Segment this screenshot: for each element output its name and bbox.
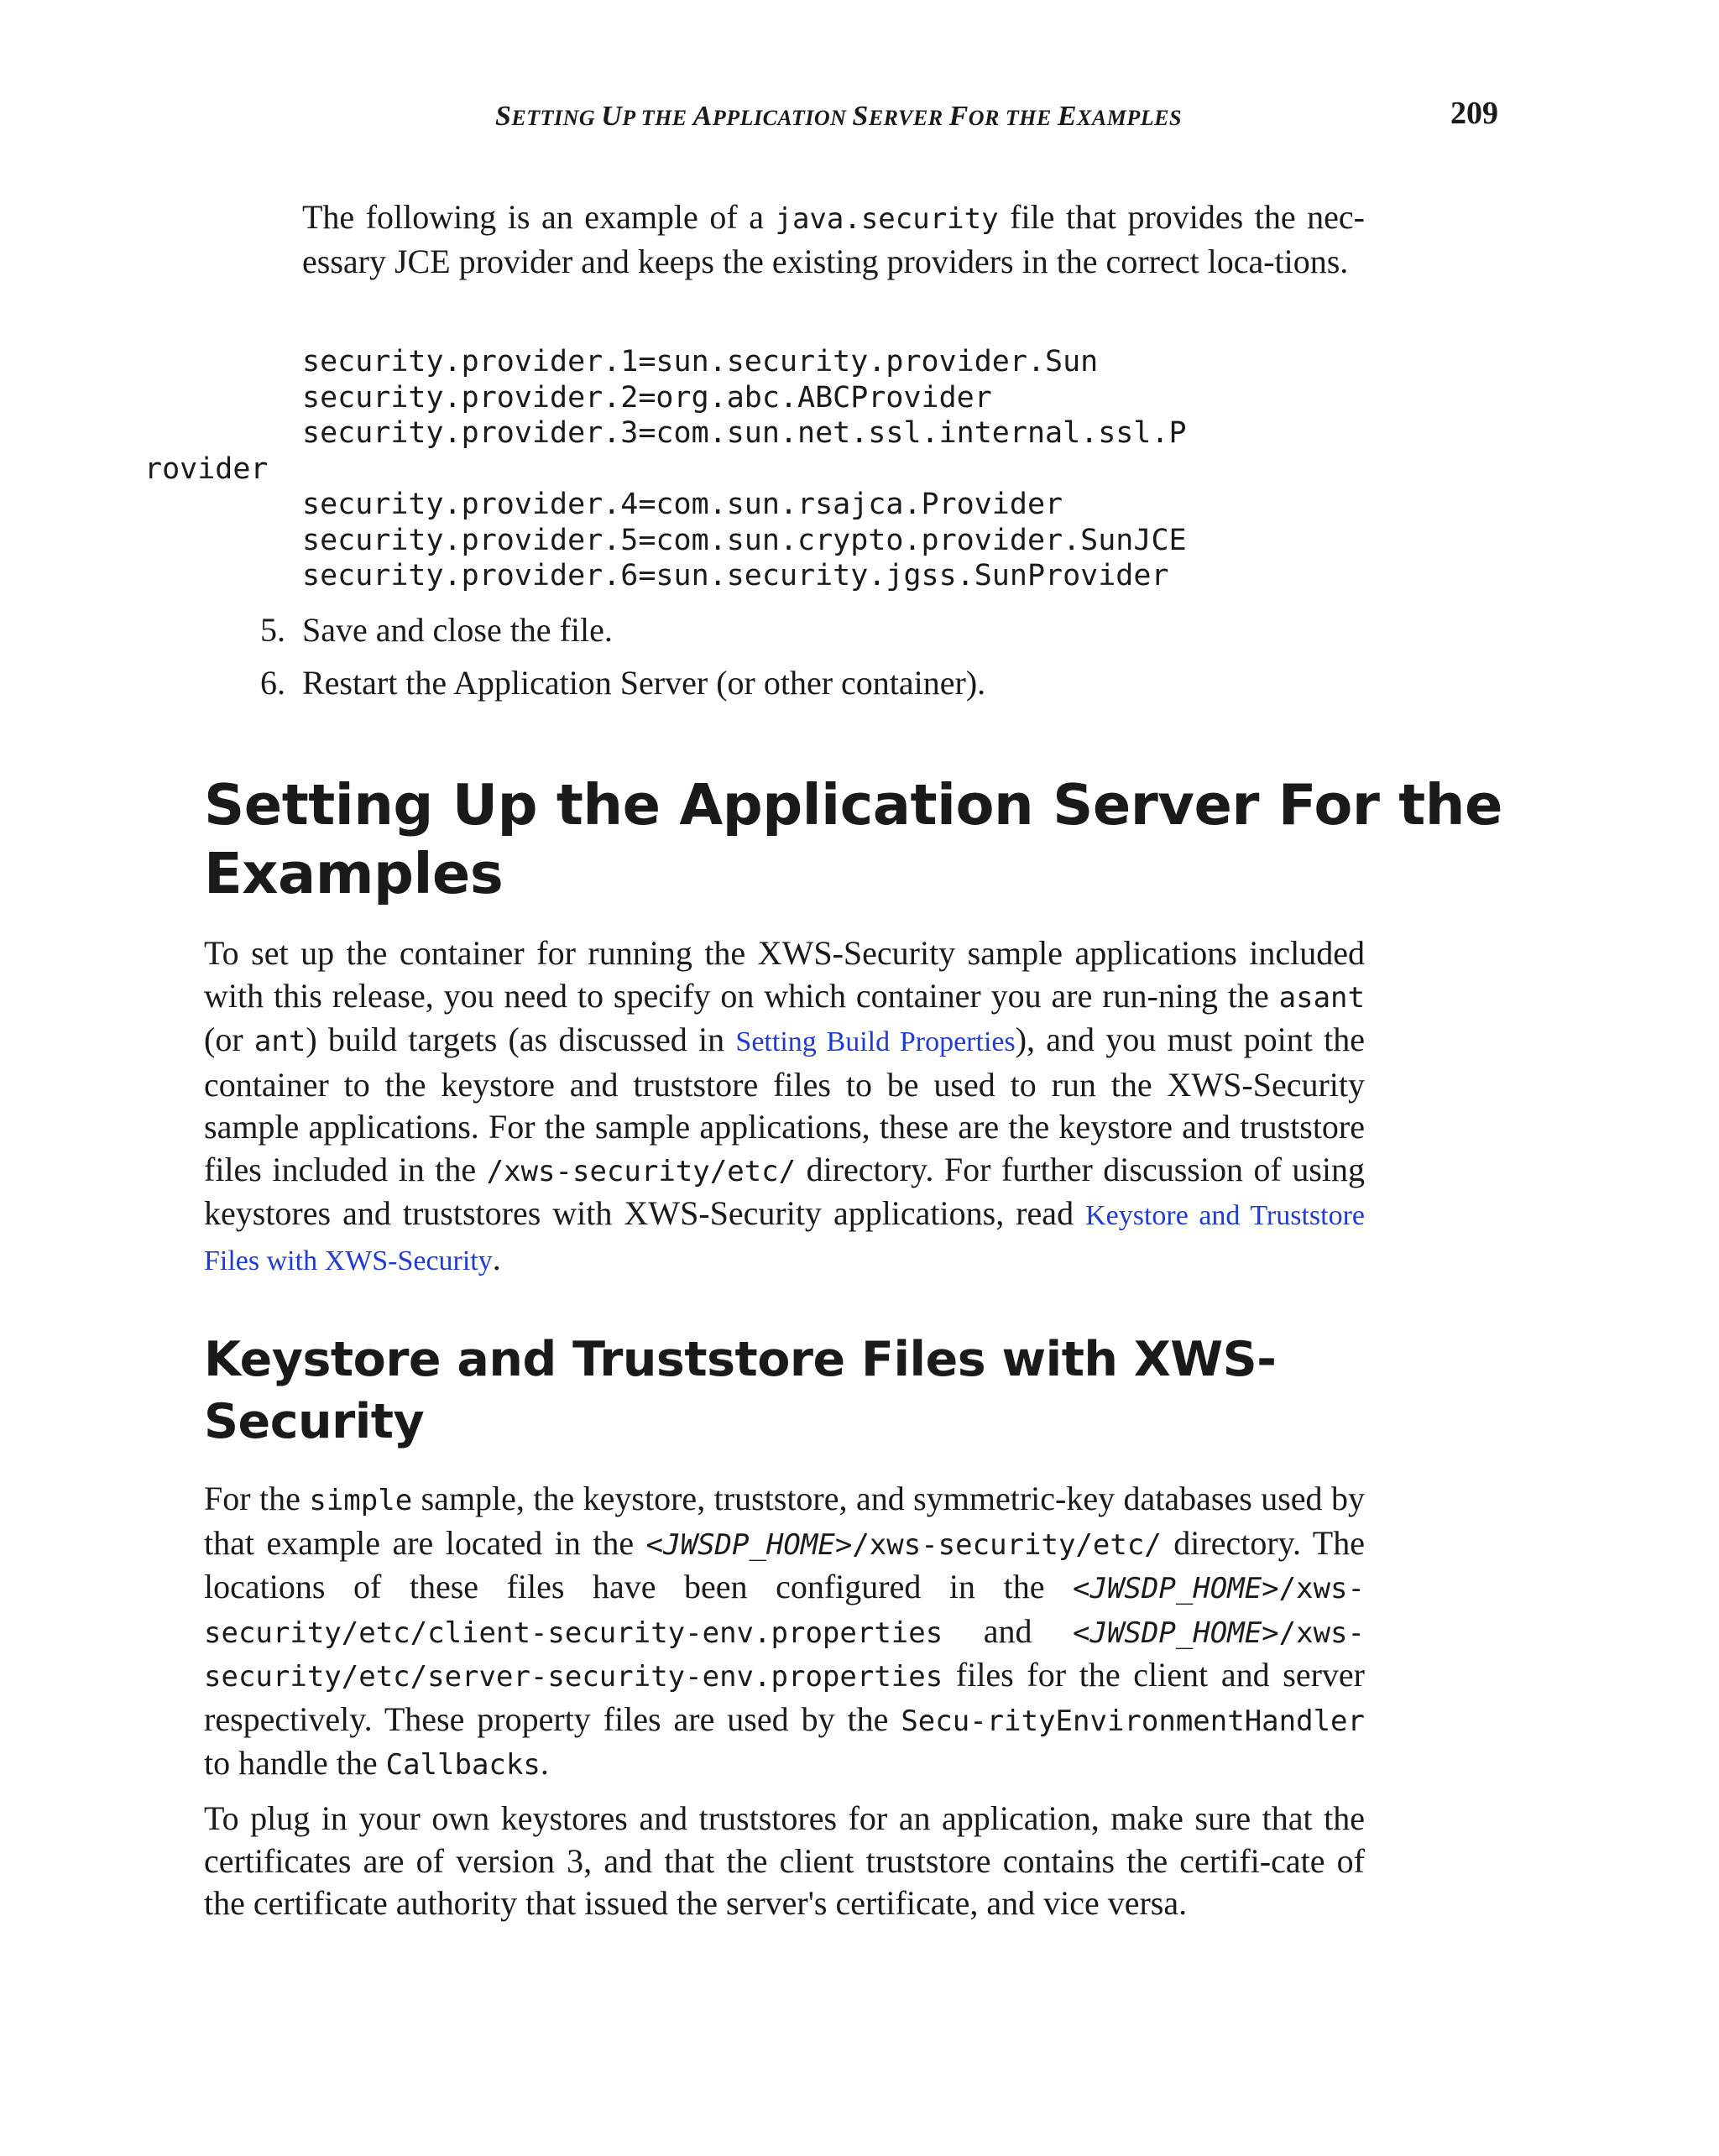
code-asant: asant [1278, 980, 1365, 1015]
running-header-word-8: EXAMPLES [1057, 101, 1182, 132]
code-simple: simple [309, 1484, 413, 1517]
intro-code: java.security [775, 202, 999, 236]
s1-text-5: directory. For further discussion of using keystores and truststores with XWS-Security applications, read [204, 1150, 1365, 1232]
code-line-5: security.provider.5=com.sun.crypto.provider.SunJCE [302, 523, 1187, 557]
section-heading-setting-up [204, 770, 1502, 908]
running-header-word-7: THE [1005, 106, 1052, 130]
code-line-4: security.provider.4=com.sun.rsajca.Provider [302, 488, 1063, 521]
step-number: 5. [260, 611, 285, 649]
s2-text-5: files for the client and server respectively. These property files are used by the [204, 1656, 1365, 1738]
s2-text-2: sample, the keystore, truststore, and symmetric-key databases used by that example are located in the [204, 1480, 1365, 1562]
heading-line-2: Security [204, 1394, 425, 1449]
s1-text-3: ) build targets (as discussed in [306, 1021, 736, 1058]
s1-text-4: ), and you must point the container to the keystore and truststore files to be used to run the XWS-Security sample applications. For the sample applications, these are the keystore and truststore files included in the [204, 1021, 1365, 1188]
code-jwsdp-home: <JWSDP_HOME> [645, 1527, 853, 1562]
s1-text-1: To set up the container for running the XWS-Security sample applications included with this release, you need to specify on which container you are run-ning the [204, 934, 1365, 1015]
step-number: 6. [260, 664, 285, 702]
step-text: Save and close the file. [302, 611, 613, 649]
heading-line-1: Keystore and Truststore Files with XWS- [204, 1332, 1277, 1387]
s1-text-2: (or [204, 1021, 254, 1058]
intro-text-before: The following is an example of a [302, 198, 776, 236]
s2-text-6: to handle the [204, 1744, 386, 1782]
step-text: Restart the Application Server (or other container). [302, 664, 986, 702]
s2-text-3: directory. The locations of these files have been configured in the [204, 1523, 1365, 1605]
code-line-3: security.provider.3=com.sun.net.ssl.internal.ssl.P [302, 416, 1187, 450]
intro-paragraph [302, 196, 1365, 283]
code-callbacks: Callbacks [385, 1748, 541, 1782]
code-line-2: security.provider.2=org.abc.ABCProvider [302, 380, 992, 415]
running-header-word-5: SERVER [852, 101, 943, 132]
section1-paragraph [204, 932, 1365, 1282]
heading-line-1: Setting Up the Application Server For the [204, 772, 1502, 838]
code-line-6: security.provider.6=sun.security.jgss.SunProvider [302, 559, 1169, 593]
intro-text-after: file that provides the nec-essary JCE provider and keeps the existing providers in the correct loca-tions. [302, 198, 1365, 280]
code-line-wrapped: rovider [144, 452, 269, 486]
code-security-environment-handler: Secu-rityEnvironmentHandler [901, 1704, 1365, 1738]
s1-text-6: . [492, 1239, 501, 1277]
running-header-word-3: THE [640, 106, 687, 130]
code-ant: ant [253, 1025, 306, 1058]
link-setting-build-properties[interactable]: Setting Build Properties [735, 1026, 1016, 1057]
code-jwsdp-home: <JWSDP_HOME> [1073, 1572, 1279, 1605]
heading-line-2: Examples [204, 841, 504, 906]
code-client-properties: /xws-security/etc/client-security-env.properties [204, 1572, 1365, 1650]
link-keystore-truststore[interactable]: Keystore and Truststore Files with XWS-Security [204, 1200, 1365, 1276]
code-server-properties: /xws-security/etc/server-security-env.properties [204, 1616, 1365, 1694]
step-6 [260, 662, 985, 704]
code-jwsdp-home: <JWSDP_HOME> [1073, 1616, 1279, 1650]
step-5 [260, 609, 613, 651]
section2-paragraph-2: To plug in your own keystores and truststores for an application, make sure that the certificates are of version 3, and that the client truststore contains the certifi-cate of the certificate authority that issued the server's certificate, and vice versa. [204, 1799, 1365, 1922]
code-path: /xws-security/etc/ [852, 1527, 1162, 1562]
running-header-word-2: UP [601, 101, 635, 132]
section2-paragraph-1 [204, 1478, 1365, 1787]
running-header [495, 101, 1182, 133]
page-number: 209 [1450, 96, 1498, 131]
section-heading-keystore [204, 1329, 1276, 1453]
code-line-1: security.provider.1=sun.security.provider.Sun [302, 345, 1099, 378]
s2-text-1: For the [204, 1480, 310, 1517]
running-header-word-6: FOR [948, 101, 1000, 132]
s2-text-7: . [540, 1744, 549, 1782]
running-header-word-1: SETTING [495, 101, 596, 132]
s2-text-4: and [943, 1611, 1073, 1650]
running-header-word-4: APPLICATION [692, 101, 847, 132]
code-block [144, 344, 1187, 594]
code-xws-security-etc: /xws-security/etc/ [486, 1154, 797, 1188]
